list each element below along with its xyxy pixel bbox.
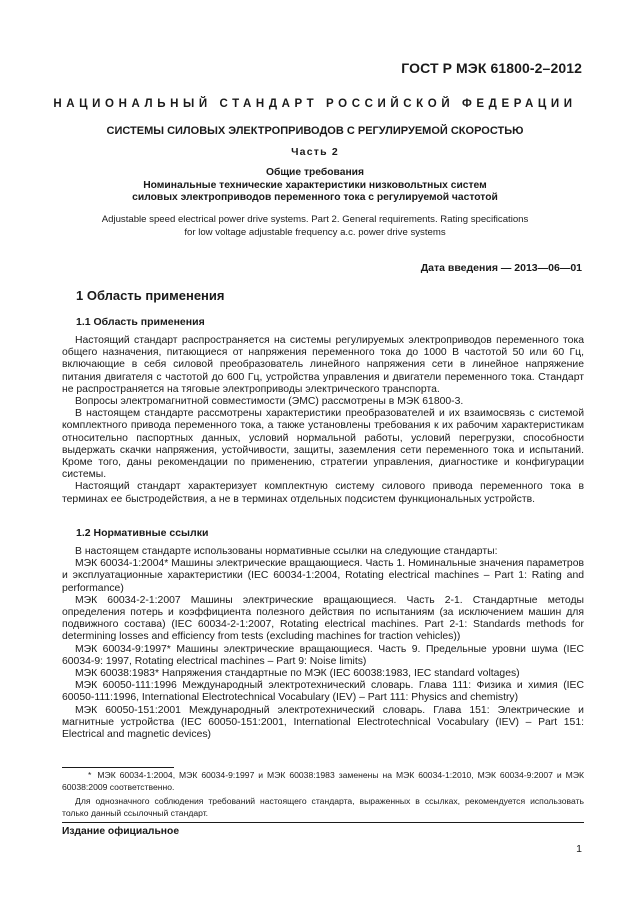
system-title: СИСТЕМЫ СИЛОВЫХ ЭЛЕКТРОПРИВОДОВ С РЕГУЛИРУЕМОЙ СКОРОСТЬЮ bbox=[106, 125, 524, 137]
subsection-heading-normative-references: 1.2 Нормативные ссылки bbox=[76, 527, 209, 539]
page-number: 1 bbox=[576, 843, 582, 855]
footnote-divider bbox=[62, 767, 174, 768]
reference-item: МЭК 60034-2-1:2007 Машины электрические вращающиеся. Часть 2-1. Стандартные методы определения потерь и коэффициента полезного действия по испытаниям (за исключением машин для подвижного состава) (IEC 60034-2-1:2007, Rotating electrical machines. Part 2-1: Standards methods for determining losses and efficiency from tests (excluding machines for traction vehicles)) bbox=[62, 594, 584, 643]
reference-item: МЭК 60038:1983* Напряжения стандартные по МЭК (IEC 60038:1983, IEC standard voltages) bbox=[75, 668, 520, 680]
reference-item: МЭК 60034-1:2004* Машины электрические вращающиеся. Часть 1. Номинальные значения параметров и эксплуатационные характеристики (IEC 60034-1:2004, Rotating electrical machines – Part 1: Rating and performance) bbox=[62, 558, 584, 594]
reference-item: МЭК 60034-9:1997* Машины электрические вращающиеся. Часть 9. Предельные уровни шума (IEC 60034-9: 1997, Rotating electrical machines – Part 9: Noise limits) bbox=[62, 643, 584, 667]
footnote-marker: * bbox=[88, 770, 92, 780]
reference-item: МЭК 60050-111:1996 Международный электротехнический словарь. Глава 111: Физика и химия (IEC 60050-111:1996, International Electrotechnical Vocabulary (IEV) – Part 111: Physics and chemistry) bbox=[62, 680, 584, 704]
footnote-item bbox=[62, 770, 584, 793]
subtitle-general-requirements: Общие требования bbox=[265, 167, 365, 178]
footnote-note: Для однозначного соблюдения требований настоящего стандарта, выраженных в ссылках, рекомендуется использовать только данный ссылочный стандарт. bbox=[62, 796, 584, 818]
subtitle-line-3: силовых электроприводов переменного тока с регулируемой частотой bbox=[132, 192, 498, 203]
section-heading-scope: 1 Область применения bbox=[76, 288, 225, 303]
subsection-heading-scope: 1.1 Область применения bbox=[76, 316, 205, 328]
scope-text bbox=[62, 335, 584, 506]
english-title bbox=[0, 213, 630, 239]
introduction-date: Дата введения — 2013—06—01 bbox=[420, 262, 582, 274]
paragraph: Настоящий стандарт характеризует комплектную систему силового привода переменного тока в терминах ее быстродействия, а не в терминах отдельных подсистем функциональных устройств. bbox=[62, 481, 584, 505]
official-edition-label: Издание официальное bbox=[62, 826, 180, 837]
reference-item: МЭК 60050-151:2001 Международный электротехнический словарь. Глава 151: Электрические и магнитные устройства (IEC 60050-151:2001, International Electrotechnical Vocabulary (IEV) – Part 151: Electrical and magnetic devices) bbox=[62, 704, 584, 741]
paragraph: Настоящий стандарт распространяется на системы регулируемых электроприводов переменного тока общего назначения, питающиеся от напряжения переменного тока до 1000 В частотой 50 или 60 Гц, включающие в себя силовой преобразователь линейного напряжения сети в линейное напряжение питания двигателя с частотой до 600 Гц, устройства управления и двигатели переменного тока. Стандарт не распространяется на тяговые электроприводы электрического транспорта. bbox=[62, 335, 584, 395]
paragraph: В настоящем стандарте рассмотрены характеристики преобразователей и их взаимосвязь с системой комплектного привода переменного тока, а также установлены требования к их рабочим характеристикам относительно паспортных данных, условий нормальной работы, условий перегрузки, способности выдержать скачки напряжения, устойчивости, защиты, заземления сети переменного тока и испытаний. Кроме того, даны рекомендации по применению, стратегии управления, диагностике и конфигурации системы. bbox=[62, 408, 584, 481]
paragraph: В настоящем стандарте использованы нормативные ссылки на следующие стандарты: bbox=[75, 546, 498, 557]
document-subtitles bbox=[0, 167, 630, 205]
normative-references-text bbox=[62, 546, 584, 741]
english-title-line-1: Adjustable speed electrical power drive systems. Part 2. General requirements. Rating specifications bbox=[101, 214, 529, 225]
footnotes bbox=[62, 770, 584, 819]
subtitle-line-2: Номинальные технические характеристики низковольтных систем bbox=[143, 179, 487, 191]
footer-divider bbox=[62, 822, 584, 823]
part-label: Часть 2 bbox=[291, 146, 339, 158]
standard-code: ГОСТ Р МЭК 61800-2–2012 bbox=[401, 60, 582, 76]
paragraph: Вопросы электромагнитной совместимости (ЭМС) рассмотрены в МЭК 61800-3. bbox=[75, 396, 464, 408]
english-title-line-2: for low voltage adjustable frequency a.c. power drive systems bbox=[184, 227, 446, 238]
national-standard-banner: НАЦИОНАЛЬНЫЙ СТАНДАРТ РОССИЙСКОЙ ФЕДЕРАЦИИ bbox=[53, 98, 577, 110]
footnote-text: МЭК 60034-1:2004, МЭК 60034-9:1997 и МЭК 60038:1983 заменены на МЭК 60034-1:2010, МЭК 60034-9:2007 и МЭК 60038:2009 соответственно. bbox=[62, 770, 584, 792]
